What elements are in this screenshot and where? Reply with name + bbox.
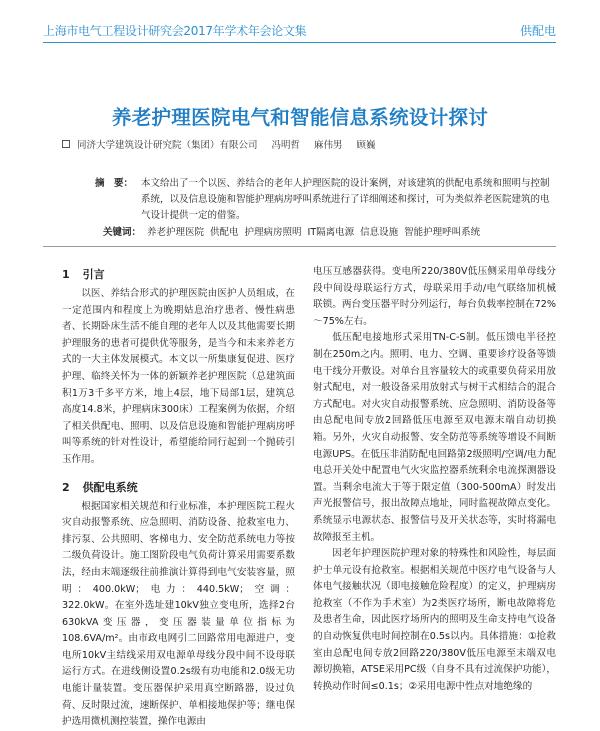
- section-title: 引言: [82, 268, 105, 281]
- header-proceedings-title: 上海市电气工程设计研究会2017年学术年会论文集: [43, 24, 307, 38]
- section-number: 2: [62, 480, 70, 494]
- section-title: 供配电系统: [82, 480, 138, 494]
- keyword: 养老护理医院: [147, 227, 205, 238]
- author-name: 冯明哲: [271, 140, 301, 151]
- paragraph: 以医、养结合形式的护理医院由医护人员组成，在一定范围内和程度上为晚期姑息治疗患者、慢性病患者、长期卧床生活不能自理的老年人以及其他需要长期护理服务的患者可提供优等服务，是当今和未来养老方式的一大主体发展模式。本文以一所集康复促进、医疗护理、临终关怀为一体的新颖养老护理医院（总建筑面积1万3千多平方米，地上4层，地下局部1层，建筑总高度14.8米，护理病床300床）工程案例为依据，介绍了相关供配电、照明、以及信息设施和智能护理病房呼叫等系统的针对性设计，希望能给同行起到一个抛砖引玉作用。: [62, 288, 295, 465]
- author-name: 顾巍: [356, 140, 376, 151]
- header-section-label: 供配电: [519, 24, 556, 38]
- author-line: [62, 137, 376, 151]
- section-heading: [62, 477, 295, 499]
- paragraph: 因老年护理医院护理对象的特殊性和风险性，每层面护士单元设有抢救室。根据相关规范中医疗电气设备与人体电气接触状况（即电接触危险程度）的定义，护理病房抢救室（不作为手术室）为2类医疗场所，断电故障将危及患者生命，因此医疗场所内的照明及生命支持电气设备的自动恢复供电时间控制在0.5s以内。具体措施：①抢救室由总配电间专放2回路220/380V低压电源至末端双电源切换箱，ATSE采用PC级（自身不具有过流保护功能），转换动作时间≤0.1s；②采用电源中性点对地绝缘的: [313, 548, 556, 692]
- running-header: [43, 22, 556, 40]
- paragraph: 低压配电接地形式采用TN-C-S制。低压馈电半径控制在250m之内。照明、电力、空调、重要诊疗设备等馈电干线分开敷设。对单台且容量较大的或重要负荷采用放射式配电，对一般设备采用放射式与树干式相结合的混合方式配电。对火灾自动报警系统、应急照明、消防设备等由总配电间专放2回路低压电源至双电源末端自动切换箱。另外，火灾自动报警、安全防范等系统等增设不间断电源UPS。在低压非消防配电回路第2级照明/空调/电力配电总开关处中配置电气火灾监控器系统剩余电流探测器设置。当剩余电流大于等于限定值（300-500mA）时发出声光报警信号，报出故障点地址，同时监视故障点变化。系统显示电源状态、报警信号及开关状态等，实时将漏电故障报至主机。: [313, 332, 556, 543]
- abstract: [95, 176, 557, 223]
- section-heading: [62, 264, 295, 286]
- keywords-label: 关键词：: [102, 227, 141, 238]
- section-number: 1: [62, 268, 70, 281]
- paper-title: 养老护理医院电气和智能信息系统设计探讨: [111, 106, 489, 129]
- abstract-divider: [43, 246, 556, 247]
- square-bullet-icon: [62, 140, 70, 148]
- keyword: 护理病房照明: [244, 227, 302, 238]
- keyword: 智能护理呼叫系统: [404, 227, 481, 238]
- affiliation: 同济大学建筑设计研究院（集团）有限公司: [77, 140, 258, 151]
- author-name: 麻伟男: [314, 140, 343, 151]
- keyword: 信息设施: [360, 227, 399, 238]
- left-column: [62, 264, 295, 731]
- header-rule: [43, 42, 556, 43]
- paragraph: 根据国家相关规范和行业标准，本护理医院工程火灾自动报警系统、应急照明、消防设备、抢救室电力、排污泵、公共照明、客梯电力、安全防范系统电力等按二级负荷设计。施工图阶段电气负荷计算采用需要系数法，经由末端逐级往前推演计算得到电气安装容量，照明：400.0kW；电力：440.5kW；空调：322.0kW。在室外选址建10kV独立变电所，选择2台630kVA变压器，变压器装量单位指标为108.6VA/m²。由市政电网引二回路常用电源进户，变电所10kV主结线采用双电源单母线分段中间不设母联运行方式。在进线侧设置0.2s级有功电能和2.0级无功电能计量装置。变压器保护采用真空断路器，设过负荷、反时限过流，速断保护、单相接地保护等；继电保护选用微机测控装置，操作电源由: [62, 500, 295, 728]
- right-column: [313, 264, 556, 695]
- abstract-label: 摘 要：: [95, 178, 134, 189]
- keywords: [80, 226, 560, 240]
- keyword: 供配电: [210, 227, 239, 238]
- paragraph: 电压互感器获得。变电所220/380V低压侧采用单母线分段中间设母联运行方式，母联采用手动/电气联络加机械联锁。两台变压器平时分列运行，每台负载率控制在72%～75%左右。: [313, 266, 556, 327]
- keyword: IT隔离电源: [307, 227, 355, 238]
- abstract-text: 本文给出了一个以医、养结合的老年人护理医院的设计案例，对该建筑的供配电系统和照明与控制系统，以及信息设施和智能护理病房呼叫系统进行了详细阐述和探讨，可为类似养老医院建筑的电气设计提供一定的借鉴。: [141, 178, 550, 221]
